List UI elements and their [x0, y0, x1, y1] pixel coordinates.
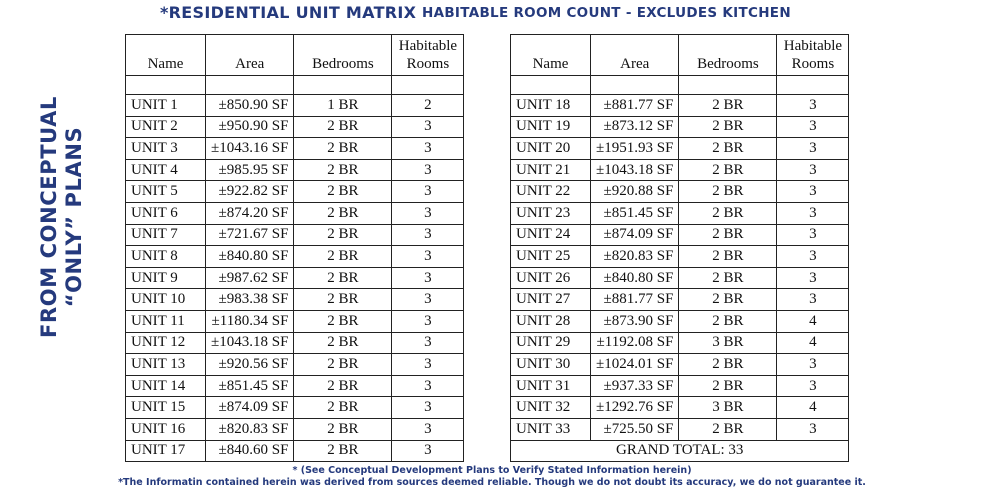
unit-habitable-rooms: 3 — [392, 224, 464, 246]
table-row — [511, 397, 849, 419]
unit-name: UNIT 5 — [126, 181, 206, 203]
table-row — [511, 418, 849, 440]
unit-area: ±874.09 SF — [206, 397, 294, 419]
unit-area: ±874.20 SF — [206, 202, 294, 224]
unit-name: UNIT 20 — [511, 138, 591, 160]
unit-area: ±873.90 SF — [591, 310, 679, 332]
unit-name: UNIT 3 — [126, 138, 206, 160]
unit-habitable-rooms: 3 — [777, 289, 849, 311]
unit-name: UNIT 11 — [126, 310, 206, 332]
unit-bedrooms: 2 BR — [679, 181, 777, 203]
table-row — [511, 95, 849, 117]
unit-bedrooms: 2 BR — [679, 95, 777, 117]
unit-area: ±985.95 SF — [206, 159, 294, 181]
unit-bedrooms: 2 BR — [294, 202, 392, 224]
unit-bedrooms: 2 BR — [679, 267, 777, 289]
unit-habitable-rooms: 3 — [392, 138, 464, 160]
unit-bedrooms: 2 BR — [679, 289, 777, 311]
unit-habitable-rooms: 4 — [777, 310, 849, 332]
unit-name: UNIT 23 — [511, 202, 591, 224]
table-row — [126, 397, 464, 419]
table-row — [511, 138, 849, 160]
unit-habitable-rooms: 3 — [777, 418, 849, 440]
table-row — [126, 181, 464, 203]
unit-name: UNIT 22 — [511, 181, 591, 203]
table-row — [511, 181, 849, 203]
unit-habitable-rooms: 3 — [392, 332, 464, 354]
unit-bedrooms: 3 BR — [679, 397, 777, 419]
table-row — [511, 202, 849, 224]
unit-area: ±873.12 SF — [591, 116, 679, 138]
unit-area: ±922.82 SF — [206, 181, 294, 203]
col-header-habitable-line1: Habitable — [783, 38, 843, 54]
unit-name: UNIT 16 — [126, 418, 206, 440]
unit-habitable-rooms: 3 — [392, 181, 464, 203]
unit-name: UNIT 2 — [126, 116, 206, 138]
unit-bedrooms: 1 BR — [294, 95, 392, 117]
table-row — [511, 246, 849, 268]
col-header-habitable-line2: Rooms — [406, 56, 450, 72]
footer-disclaimer: *The Informatin contained herein was derived from sources deemed reliable. Though we do not doubt its accuracy, we do not guarantee it. — [118, 477, 866, 488]
col-header-habitable-line1: Habitable — [398, 38, 458, 54]
unit-area: ±850.90 SF — [206, 95, 294, 117]
table-row — [126, 310, 464, 332]
unit-area: ±725.50 SF — [591, 418, 679, 440]
unit-habitable-rooms: 3 — [392, 246, 464, 268]
unit-habitable-rooms: 3 — [392, 267, 464, 289]
col-header-area: Area — [206, 35, 294, 76]
unit-habitable-rooms: 3 — [392, 375, 464, 397]
unit-habitable-rooms: 3 — [777, 375, 849, 397]
grand-total: GRAND TOTAL: 33 — [511, 440, 849, 462]
col-header-name: Name — [511, 35, 591, 76]
unit-habitable-rooms: 3 — [777, 138, 849, 160]
unit-name: UNIT 4 — [126, 159, 206, 181]
unit-area: ±1043.16 SF — [206, 138, 294, 160]
table-row — [126, 289, 464, 311]
unit-area: ±987.62 SF — [206, 267, 294, 289]
unit-bedrooms: 2 BR — [294, 138, 392, 160]
unit-name: UNIT 9 — [126, 267, 206, 289]
unit-habitable-rooms: 3 — [392, 397, 464, 419]
col-header-area: Area — [591, 35, 679, 76]
unit-area: ±840.60 SF — [206, 440, 294, 462]
unit-bedrooms: 2 BR — [679, 418, 777, 440]
table-row — [511, 375, 849, 397]
unit-bedrooms: 2 BR — [679, 138, 777, 160]
unit-name: UNIT 33 — [511, 418, 591, 440]
table-row — [126, 116, 464, 138]
table-row — [126, 138, 464, 160]
unit-bedrooms: 2 BR — [679, 116, 777, 138]
unit-bedrooms: 2 BR — [679, 246, 777, 268]
unit-area: ±820.83 SF — [206, 418, 294, 440]
unit-area: ±1192.08 SF — [591, 332, 679, 354]
unit-area: ±1180.34 SF — [206, 310, 294, 332]
unit-name: UNIT 6 — [126, 202, 206, 224]
unit-area: ±937.33 SF — [591, 375, 679, 397]
unit-habitable-rooms: 3 — [777, 246, 849, 268]
grand-total-row — [511, 440, 849, 462]
unit-bedrooms: 2 BR — [679, 375, 777, 397]
unit-bedrooms: 2 BR — [679, 202, 777, 224]
unit-habitable-rooms: 3 — [777, 202, 849, 224]
table-row — [511, 116, 849, 138]
col-header-habitable-line2: Rooms — [791, 56, 835, 72]
unit-habitable-rooms: 3 — [392, 354, 464, 376]
unit-bedrooms: 2 BR — [294, 159, 392, 181]
unit-bedrooms: 2 BR — [294, 310, 392, 332]
table-row — [126, 375, 464, 397]
unit-habitable-rooms: 3 — [392, 159, 464, 181]
unit-name: UNIT 21 — [511, 159, 591, 181]
unit-habitable-rooms: 3 — [777, 116, 849, 138]
unit-name: UNIT 1 — [126, 95, 206, 117]
unit-habitable-rooms: 3 — [392, 440, 464, 462]
unit-habitable-rooms: 3 — [392, 289, 464, 311]
unit-bedrooms: 2 BR — [294, 418, 392, 440]
unit-habitable-rooms: 3 — [777, 354, 849, 376]
col-header-habitable — [392, 35, 464, 76]
table-row — [511, 289, 849, 311]
unit-bedrooms: 2 BR — [294, 440, 392, 462]
unit-area: ±881.77 SF — [591, 95, 679, 117]
table-header-row — [126, 35, 464, 76]
unit-area: ±1043.18 SF — [591, 159, 679, 181]
table-row — [126, 246, 464, 268]
table-header-row — [511, 35, 849, 76]
unit-name: UNIT 26 — [511, 267, 591, 289]
unit-habitable-rooms: 3 — [777, 224, 849, 246]
table-row — [511, 310, 849, 332]
habitable-note: HABITABLE ROOM COUNT - EXCLUDES KITCHEN — [422, 5, 791, 21]
col-header-habitable — [777, 35, 849, 76]
unit-habitable-rooms: 4 — [777, 332, 849, 354]
unit-area: ±920.56 SF — [206, 354, 294, 376]
unit-name: UNIT 12 — [126, 332, 206, 354]
unit-area: ±820.83 SF — [591, 246, 679, 268]
table-body — [511, 76, 849, 462]
table-row — [126, 440, 464, 462]
unit-habitable-rooms: 3 — [777, 267, 849, 289]
table-row — [126, 354, 464, 376]
unit-habitable-rooms: 3 — [777, 159, 849, 181]
unit-name: UNIT 7 — [126, 224, 206, 246]
unit-area: ±874.09 SF — [591, 224, 679, 246]
unit-name: UNIT 31 — [511, 375, 591, 397]
unit-area: ±983.38 SF — [206, 289, 294, 311]
table-row — [126, 332, 464, 354]
unit-habitable-rooms: 3 — [392, 116, 464, 138]
table-row — [511, 159, 849, 181]
unit-habitable-rooms: 3 — [777, 181, 849, 203]
unit-name: UNIT 14 — [126, 375, 206, 397]
unit-bedrooms: 2 BR — [294, 354, 392, 376]
spacer-row — [126, 76, 464, 95]
unit-area: ±950.90 SF — [206, 116, 294, 138]
unit-table-right — [510, 34, 849, 462]
unit-name: UNIT 17 — [126, 440, 206, 462]
table-row — [511, 267, 849, 289]
unit-bedrooms: 2 BR — [294, 375, 392, 397]
unit-bedrooms: 2 BR — [294, 116, 392, 138]
table-row — [126, 418, 464, 440]
unit-name: UNIT 8 — [126, 246, 206, 268]
unit-bedrooms: 2 BR — [294, 181, 392, 203]
footer-note-verify: * (See Conceptual Development Plans to Verify Stated Information herein) — [292, 465, 692, 476]
col-header-bedrooms: Bedrooms — [294, 35, 392, 76]
unit-habitable-rooms: 3 — [392, 202, 464, 224]
unit-area: ±840.80 SF — [206, 246, 294, 268]
unit-bedrooms: 2 BR — [294, 397, 392, 419]
unit-bedrooms: 2 BR — [294, 332, 392, 354]
unit-name: UNIT 27 — [511, 289, 591, 311]
table-row — [126, 202, 464, 224]
table-row — [126, 267, 464, 289]
unit-area: ±721.67 SF — [206, 224, 294, 246]
side-label — [37, 17, 87, 417]
unit-bedrooms: 2 BR — [679, 159, 777, 181]
unit-habitable-rooms: 3 — [392, 310, 464, 332]
unit-name: UNIT 28 — [511, 310, 591, 332]
unit-area: ±851.45 SF — [206, 375, 294, 397]
side-label-line2: “ONLY” PLANS — [62, 126, 86, 308]
col-header-bedrooms: Bedrooms — [679, 35, 777, 76]
unit-name: UNIT 29 — [511, 332, 591, 354]
table-row — [126, 95, 464, 117]
unit-area: ±1043.18 SF — [206, 332, 294, 354]
unit-bedrooms: 2 BR — [679, 354, 777, 376]
table-row — [511, 354, 849, 376]
unit-name: UNIT 13 — [126, 354, 206, 376]
table-row — [126, 224, 464, 246]
unit-name: UNIT 19 — [511, 116, 591, 138]
unit-area: ±840.80 SF — [591, 267, 679, 289]
page-title: *RESIDENTIAL UNIT MATRIX — [160, 3, 417, 22]
spacer-row — [511, 76, 849, 95]
unit-name: UNIT 15 — [126, 397, 206, 419]
table-row — [511, 224, 849, 246]
unit-name: UNIT 24 — [511, 224, 591, 246]
unit-area: ±1024.01 SF — [591, 354, 679, 376]
unit-name: UNIT 32 — [511, 397, 591, 419]
table-body — [126, 76, 464, 462]
side-label-line1: FROM CONCEPTUAL — [37, 96, 61, 338]
unit-table-left — [125, 34, 464, 462]
unit-habitable-rooms: 3 — [392, 418, 464, 440]
unit-bedrooms: 2 BR — [294, 246, 392, 268]
unit-bedrooms: 3 BR — [679, 332, 777, 354]
table-row — [511, 332, 849, 354]
unit-bedrooms: 2 BR — [294, 289, 392, 311]
unit-habitable-rooms: 4 — [777, 397, 849, 419]
col-header-name: Name — [126, 35, 206, 76]
unit-habitable-rooms: 3 — [777, 95, 849, 117]
unit-bedrooms: 2 BR — [679, 310, 777, 332]
table-row — [126, 159, 464, 181]
unit-bedrooms: 2 BR — [294, 267, 392, 289]
unit-habitable-rooms: 2 — [392, 95, 464, 117]
unit-bedrooms: 2 BR — [679, 224, 777, 246]
unit-name: UNIT 30 — [511, 354, 591, 376]
unit-name: UNIT 25 — [511, 246, 591, 268]
unit-area: ±1951.93 SF — [591, 138, 679, 160]
unit-name: UNIT 18 — [511, 95, 591, 117]
unit-area: ±1292.76 SF — [591, 397, 679, 419]
unit-name: UNIT 10 — [126, 289, 206, 311]
unit-area: ±881.77 SF — [591, 289, 679, 311]
unit-bedrooms: 2 BR — [294, 224, 392, 246]
unit-area: ±851.45 SF — [591, 202, 679, 224]
unit-area: ±920.88 SF — [591, 181, 679, 203]
